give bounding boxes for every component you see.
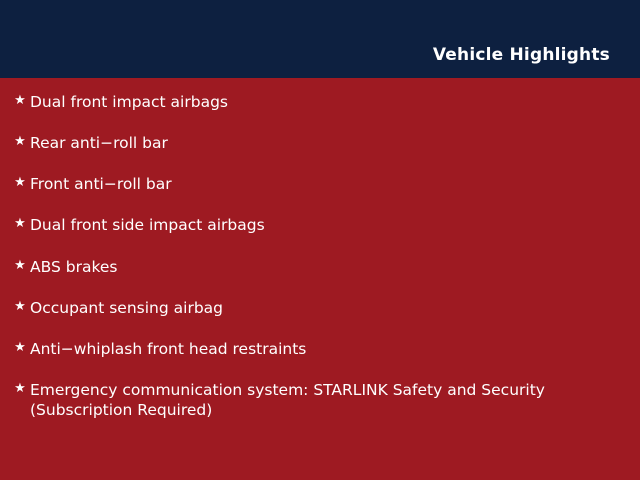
star-icon: ★ [14,339,26,355]
page-title: Vehicle Highlights [432,45,610,65]
vehicle-highlights-list [10,92,622,420]
list-item-label: Dual front side impact airbags [30,216,265,235]
list-item-label: ABS brakes [30,257,118,276]
list-item [10,92,622,112]
star-icon: ★ [14,257,26,273]
star-icon: ★ [14,175,26,191]
star-icon: ★ [14,216,26,232]
list-item [10,174,622,194]
star-icon: ★ [14,93,26,108]
slide-header [0,0,640,78]
list-item [10,339,622,359]
star-icon: ★ [14,380,26,396]
list-item-label: Front anti−roll bar [30,175,172,194]
slide-body [0,78,640,480]
star-icon: ★ [14,298,26,314]
list-item [10,215,622,235]
list-item-label: Dual front impact airbags [30,93,228,111]
list-item [10,257,622,277]
list-item [10,298,622,318]
list-item [10,133,622,153]
list-item [10,380,622,420]
list-item-label: Emergency communication system: STARLINK Safety and Security (Subscription Required) [30,380,545,420]
list-item-label: Anti−whiplash front head restraints [30,339,307,358]
list-item-label: Rear anti−roll bar [30,134,168,153]
star-icon: ★ [14,134,26,150]
list-item-label: Occupant sensing airbag [30,298,223,317]
